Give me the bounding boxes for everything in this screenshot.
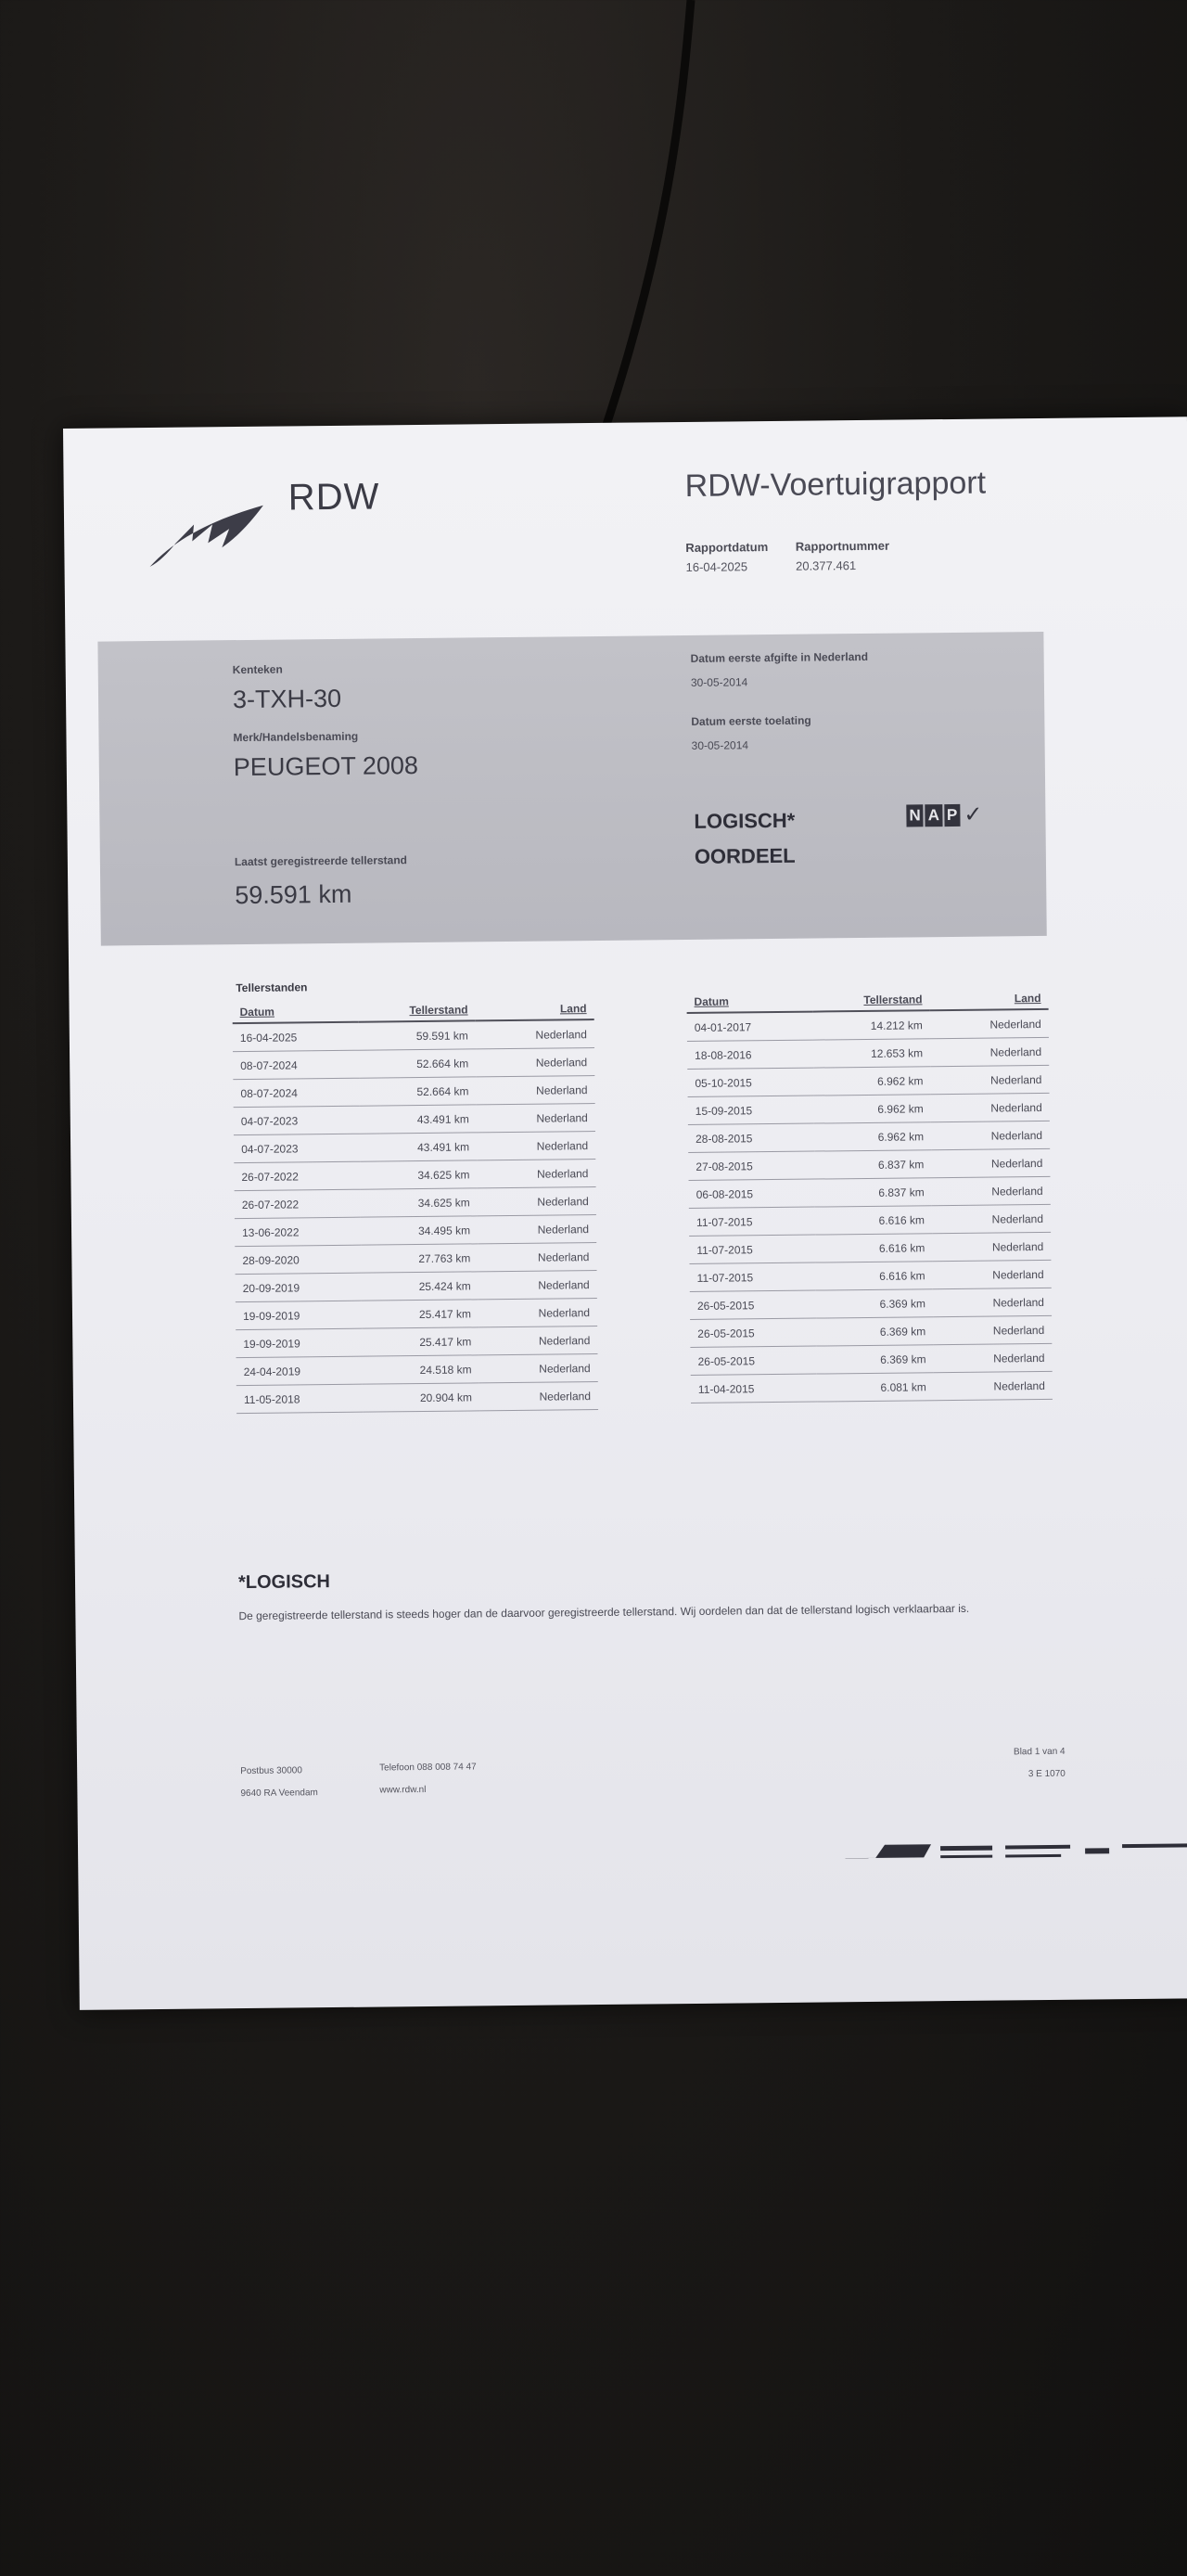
table-row (234, 1104, 595, 1135)
nap-letter-n: N (906, 804, 924, 827)
cell-odometer: 6.837 km (815, 1178, 932, 1207)
report-date (685, 540, 768, 574)
cell-country: Nederland (477, 1104, 595, 1133)
cell-odometer: 43.491 km (360, 1105, 477, 1134)
cell-odometer: 6.616 km (815, 1206, 932, 1235)
cell-date: 15-09-2015 (688, 1096, 814, 1124)
vehicle-report-paper (63, 417, 1187, 2010)
cell-odometer: 34.625 km (361, 1188, 478, 1217)
header-odometer: Tellerstand (812, 987, 929, 1011)
cell-country: Nederland (933, 1315, 1052, 1344)
note-title: *LOGISCH (237, 1571, 331, 1594)
verdict (694, 803, 796, 875)
cell-odometer: 6.962 km (813, 1067, 930, 1096)
cell-country: Nederland (479, 1382, 598, 1411)
cell-date: 26-05-2015 (690, 1318, 816, 1347)
table-row (236, 1326, 597, 1358)
first-nl-label: Datum eerste afgifte in Nederland (690, 649, 869, 665)
cell-country: Nederland (478, 1215, 596, 1244)
cell-odometer: 6.369 km (816, 1345, 933, 1374)
cell-date: 18-08-2016 (687, 1040, 813, 1069)
cell-country: Nederland (479, 1354, 597, 1383)
cell-country: Nederland (932, 1260, 1051, 1288)
cell-date: 11-07-2015 (689, 1262, 815, 1291)
footer-page-info (1014, 1741, 1066, 1787)
cable-shadow (0, 0, 1187, 482)
vehicle-identity (233, 661, 419, 799)
verdict-line1: LOGISCH* (694, 808, 796, 833)
cell-country: Nederland (478, 1187, 596, 1216)
cell-odometer: 34.495 km (361, 1216, 478, 1245)
table-row (687, 1037, 1049, 1069)
cell-country: Nederland (932, 1204, 1051, 1233)
cell-country: Nederland (479, 1271, 597, 1300)
cell-odometer: 25.424 km (362, 1272, 479, 1301)
cell-date: 11-05-2018 (236, 1384, 363, 1413)
cell-date: 28-08-2015 (688, 1123, 814, 1152)
cell-date: 28-09-2020 (235, 1245, 361, 1274)
cell-country: Nederland (479, 1326, 597, 1355)
cell-country: Nederland (931, 1093, 1050, 1121)
cell-date: 05-10-2015 (687, 1068, 813, 1096)
cell-odometer: 27.763 km (361, 1244, 478, 1273)
table-row (689, 1260, 1051, 1291)
cell-date: 27-08-2015 (688, 1151, 814, 1180)
cell-country: Nederland (477, 1160, 595, 1188)
cell-odometer: 6.616 km (815, 1262, 932, 1290)
cell-date: 08-07-2024 (233, 1050, 359, 1079)
header-date: Datum (232, 999, 358, 1023)
cell-date: 13-06-2022 (235, 1217, 361, 1246)
table-row (689, 1176, 1051, 1208)
table-row (690, 1343, 1052, 1375)
verdict-line2: OORDEEL (694, 843, 796, 868)
plate-label: Kenteken (232, 662, 283, 677)
cell-odometer: 25.417 km (362, 1300, 479, 1328)
footer-contact (379, 1756, 477, 1801)
cell-country: Nederland (931, 1148, 1050, 1177)
table-row (236, 1271, 597, 1302)
cell-country: Nederland (933, 1288, 1052, 1316)
cell-country: Nederland (932, 1232, 1051, 1261)
odometer-table-caption: Tellerstanden (236, 980, 308, 995)
cell-date: 11-07-2015 (689, 1235, 815, 1263)
cell-date: 04-07-2023 (234, 1134, 360, 1162)
cell-odometer: 20.904 km (363, 1383, 479, 1412)
cell-odometer: 6.616 km (815, 1234, 932, 1262)
plate-value: 3-TXH-30 (232, 684, 342, 714)
report-number-label: Rapportnummer (795, 538, 890, 554)
first-admission-label: Datum eerste toelating (691, 713, 811, 728)
cell-date: 04-07-2023 (234, 1106, 360, 1134)
cell-date: 20-09-2019 (236, 1273, 362, 1301)
cell-date: 11-04-2015 (691, 1374, 817, 1403)
report-title: RDW-Voertuigrapport (684, 465, 987, 504)
brand-name: RDW (287, 476, 380, 519)
header-odometer: Tellerstand (358, 997, 475, 1021)
cell-odometer: 6.369 km (816, 1289, 933, 1318)
cell-odometer: 6.369 km (816, 1317, 933, 1346)
cell-odometer: 59.591 km (359, 1020, 476, 1050)
footer-code: 3 E 1070 (1027, 1768, 1066, 1780)
cell-odometer: 6.962 km (814, 1095, 931, 1123)
cell-country: Nederland (479, 1299, 597, 1327)
cell-odometer: 6.081 km (817, 1373, 934, 1402)
footer-phone: Telefoon 088 008 74 47 (379, 1762, 477, 1774)
odometer-table-left (232, 996, 598, 1414)
table-row (236, 1299, 597, 1330)
footer-address-line1: Postbus 30000 (240, 1765, 302, 1777)
cell-odometer: 52.664 km (359, 1077, 476, 1106)
table-row (688, 1093, 1050, 1124)
cell-country: Nederland (933, 1343, 1052, 1372)
table-row (234, 1132, 595, 1163)
table-row (691, 1371, 1053, 1403)
nap-letter-p: P (944, 803, 961, 826)
header-country: Land (929, 986, 1048, 1010)
table-row (236, 1382, 598, 1414)
cell-odometer: 25.417 km (362, 1327, 479, 1356)
cell-date: 04-01-2017 (687, 1012, 813, 1042)
make-label: Merk/Handelsbenaming (233, 729, 359, 745)
cell-country: Nederland (930, 1037, 1049, 1066)
table-row (235, 1243, 596, 1275)
make-value: PEUGEOT 2008 (233, 751, 419, 782)
table-row (688, 1121, 1050, 1152)
cell-date: 19-09-2019 (236, 1301, 362, 1329)
decorative-stripes (792, 1836, 1187, 1863)
cell-odometer: 52.664 km (359, 1049, 476, 1078)
last-odometer-label: Laatst geregistreerde tellerstand (234, 853, 408, 869)
table-row (235, 1187, 596, 1219)
table-row (690, 1315, 1052, 1347)
cell-date: 26-05-2015 (690, 1290, 816, 1319)
table-row (236, 1354, 597, 1386)
cell-odometer: 6.837 km (814, 1150, 931, 1179)
cell-date: 06-08-2015 (689, 1179, 815, 1208)
cell-country: Nederland (930, 1009, 1049, 1039)
table-row (233, 1019, 594, 1052)
cell-date: 19-09-2019 (236, 1328, 362, 1357)
header-country: Land (475, 996, 594, 1020)
first-nl-value: 30-05-2014 (690, 675, 748, 689)
table-row (234, 1160, 595, 1191)
table-row (688, 1148, 1050, 1180)
table-row (233, 1048, 594, 1080)
table-row (687, 1009, 1049, 1042)
note-text: De geregistreerde tellerstand is steeds hoger dan de daarvoor geregistreerde tellerstand. Wij oordelen dan dat de tellerstand logisch verklaarbaar is. (238, 1601, 970, 1623)
cell-country: Nederland (476, 1019, 594, 1049)
cell-odometer: 34.625 km (360, 1160, 477, 1189)
report-date-label: Rapportdatum (685, 540, 769, 555)
cell-country: Nederland (930, 1065, 1049, 1094)
footer-page: Blad 1 van 4 (1013, 1746, 1066, 1758)
table-row (689, 1204, 1051, 1236)
cell-date: 26-05-2015 (690, 1346, 816, 1375)
cell-date: 08-07-2024 (233, 1078, 359, 1107)
cell-country: Nederland (931, 1121, 1050, 1149)
cell-date: 26-07-2022 (234, 1161, 360, 1190)
cell-date: 24-04-2019 (236, 1356, 362, 1385)
cell-date: 26-07-2022 (235, 1189, 361, 1218)
cell-date: 11-07-2015 (689, 1207, 815, 1236)
table-row (690, 1288, 1052, 1319)
rdw-logo (147, 496, 269, 581)
cell-country: Nederland (932, 1176, 1051, 1205)
odometer-table-right (686, 986, 1053, 1403)
cell-country: Nederland (478, 1243, 596, 1272)
cell-date: 16-04-2025 (233, 1022, 359, 1052)
vehicle-dates (691, 650, 870, 778)
cell-country: Nederland (476, 1076, 594, 1105)
report-meta (685, 538, 913, 574)
logic-note (238, 1563, 1111, 1627)
footer-address (240, 1760, 318, 1805)
table-row (233, 1076, 594, 1108)
last-odometer-value: 59.591 km (235, 879, 352, 910)
report-date-value: 16-04-2025 (685, 559, 748, 574)
first-admission-value: 30-05-2014 (691, 738, 749, 752)
table-row (689, 1232, 1051, 1263)
cell-odometer: 24.518 km (362, 1355, 479, 1384)
cell-country: Nederland (477, 1132, 595, 1160)
header-date: Datum (686, 989, 812, 1013)
cell-odometer: 6.962 km (814, 1122, 931, 1151)
footer-web: www.rdw.nl (379, 1784, 427, 1796)
check-icon: ✓ (964, 801, 983, 827)
cell-country: Nederland (934, 1371, 1053, 1400)
cell-country: Nederland (476, 1048, 594, 1077)
cell-odometer: 12.653 km (813, 1039, 930, 1068)
cell-odometer: 43.491 km (360, 1133, 477, 1161)
report-number-value: 20.377.461 (795, 558, 857, 573)
nap-badge (906, 801, 982, 829)
table-row (687, 1065, 1049, 1096)
cell-odometer: 14.212 km (813, 1010, 930, 1040)
report-number (796, 539, 889, 573)
table-row (235, 1215, 596, 1247)
nap-letter-a: A (925, 804, 943, 827)
footer-address-line2: 9640 RA Veendam (240, 1788, 318, 1800)
